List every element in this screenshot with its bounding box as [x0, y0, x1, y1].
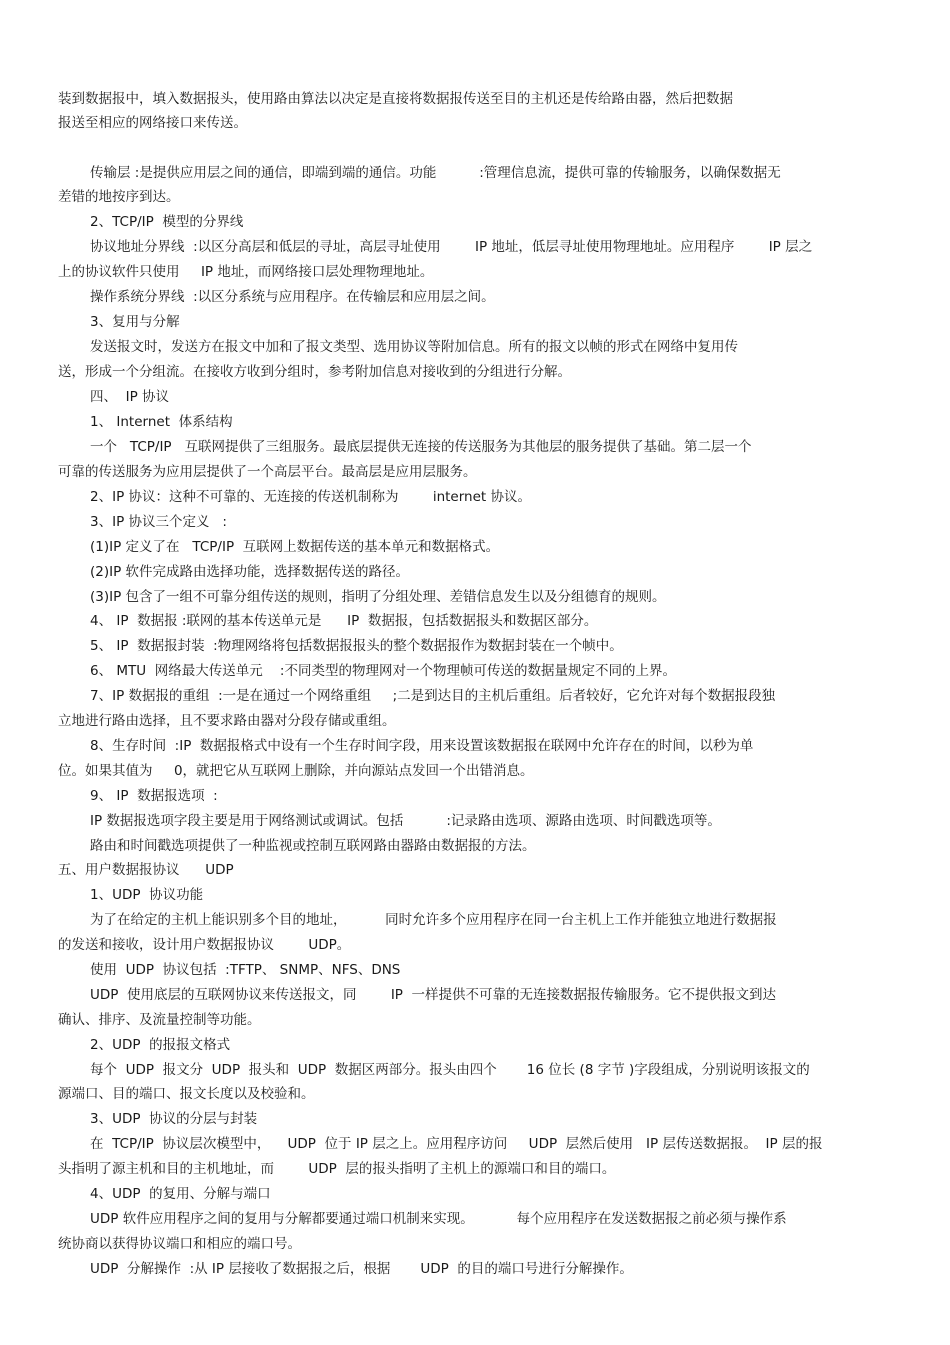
section-heading: 4、UDP 的复用、分解与端口: [90, 1186, 271, 1202]
text-line: 6、 MTU 网络最大传送单元 :不同类型的物理网对一个物理帧可传送的数据量规定不同的上界。: [90, 663, 676, 679]
text-line: 头指明了源主机和目的主机地址，而 UDP 层的报头指明了主机上的源端口和目的端口。: [58, 1161, 616, 1177]
text-line: IP 数据报选项字段主要是用于网络测试或调试。包括 :记录路由选项、源路由选项、时间戳选项等。: [90, 813, 721, 829]
text-line: 9、 IP 数据报选项 :: [90, 788, 218, 804]
text-line: 报送至相应的网络接口来传送。: [58, 115, 247, 131]
section-heading: 3、UDP 协议的分层与封装: [90, 1111, 258, 1127]
text-line: 为了在给定的主机上能识别多个目的地址， 同时允许多个应用程序在同一台主机上工作并能独立地进行数据报: [90, 912, 777, 928]
text-line: 立地进行路由选择，且不要求路由器对分段存储或重组。: [58, 713, 396, 729]
text-line: 7、IP 数据报的重组 :一是在通过一个网络重组 ;二是到达目的主机后重组。后者较好，它允许对每个数据报段独: [90, 688, 776, 704]
text-line: 差错的地按序到达。: [58, 189, 180, 205]
text-line: UDP 使用底层的互联网协议来传送报文，同 IP 一样提供不可靠的无连接数据报传输服务。它不提供报文到达: [90, 987, 777, 1003]
text-line: (2)IP 软件完成路由选择功能，选择数据传送的路径。: [90, 564, 410, 580]
text-line: 位。如果其值为 0，就把它从互联网上删除，并向源站点发回一个出错消息。: [58, 763, 534, 779]
text-line: 5、 IP 数据报封装 :物理网络将包括数据报报头的整个数据报作为数据封装在一个帧中。: [90, 638, 623, 654]
section-heading: 四、 IP 协议: [90, 389, 169, 405]
text-line: 发送报文时，发送方在报文中加和了报文类型、选用协议等附加信息。所有的报文以帧的形式在网络中复用传: [90, 339, 738, 355]
text-line: 统协商以获得协议端口和相应的端口号。: [58, 1236, 301, 1252]
text-line: UDP 分解操作 :从 IP 层接收了数据报之后，根据 UDP 的目的端口号进行分解操作。: [90, 1261, 633, 1277]
text-line: 在 TCP/IP 协议层次模型中， UDP 位于 IP 层之上。应用程序访问 UDP 层然后使用 IP 层传送数据报。 IP 层的报: [90, 1136, 823, 1152]
text-line: 确认、排序、及流量控制等功能。: [58, 1012, 261, 1028]
section-heading: 五、用户数据报协议 UDP: [58, 862, 234, 878]
text-line: 送，形成一个分组流。在接收方收到分组时，参考附加信息对接收到的分组进行分解。: [58, 364, 571, 380]
text-line: 4、 IP 数据报 :联网的基本传送单元是 IP 数据报，包括数据报头和数据区部分。: [90, 613, 598, 629]
text-line: UDP 软件应用程序之间的复用与分解都要通过端口机制来实现。 每个应用程序在发送数据报之前必须与操作系: [90, 1211, 787, 1227]
text-line: 路由和时间戳选项提供了一种监视或控制互联网路由器路由数据报的方法。: [90, 838, 536, 854]
text-line: 使用 UDP 协议包括 :TFTP、 SNMP、NFS、DNS: [90, 962, 401, 978]
section-heading: 1、UDP 协议功能: [90, 887, 204, 903]
text-line: 协议地址分界线 :以区分高层和低层的寻址，高层寻址使用 IP 地址，低层寻址使用物理地址。应用程序 IP 层之: [90, 239, 813, 255]
text-line: 8、生存时间 :IP 数据报格式中设有一个生存时间字段，用来设置该数据报在联网中允许存在的时间，以秒为单: [90, 738, 754, 754]
text-line: 3、IP 协议三个定义 :: [90, 514, 227, 530]
text-line: 每个 UDP 报文分 UDP 报头和 UDP 数据区两部分。报头由四个 16 位长 (8 字节 )字段组成，分别说明该报文的: [90, 1062, 810, 1078]
section-heading: 2、UDP 的报报文格式: [90, 1037, 231, 1053]
text-line: 操作系统分界线 :以区分系统与应用程序。在传输层和应用层之间。: [90, 289, 495, 305]
section-heading: 3、复用与分解: [90, 314, 180, 330]
text-line: (3)IP 包含了一组不可靠分组传送的规则，指明了分组处理、差错信息发生以及分组德育的规则。: [90, 589, 666, 605]
text-line: 2、IP 协议：这种不可靠的、无连接的传送机制称为 internet 协议。: [90, 489, 531, 505]
text-line: (1)IP 定义了在 TCP/IP 互联网上数据传送的基本单元和数据格式。: [90, 539, 500, 555]
text-line: 传输层 :是提供应用层之间的通信，即端到端的通信。功能 :管理信息流，提供可靠的传输服务，以确保数据无: [90, 165, 781, 181]
text-line: 可靠的传送服务为应用层提供了一个高层平台。最高层是应用层服务。: [58, 464, 477, 480]
text-line: 的发送和接收，设计用户数据报协议 UDP。: [58, 937, 351, 953]
section-heading: 2、TCP/IP 模型的分界线: [90, 214, 244, 230]
text-line: 装到数据报中，填入数据报头，使用路由算法以决定是直接将数据报传送至目的主机还是传给路由器，然后把数据: [58, 91, 733, 107]
text-line: 一个 TCP/IP 互联网提供了三组服务。最底层提供无连接的传送服务为其他层的服务提供了基础。第二层一个: [90, 439, 752, 455]
section-heading: 1、 Internet 体系结构: [90, 414, 233, 430]
text-line: 源端口、目的端口、报文长度以及校验和。: [58, 1086, 315, 1102]
text-line: 上的协议软件只使用 IP 地址，而网络接口层处理物理地址。: [58, 264, 434, 280]
